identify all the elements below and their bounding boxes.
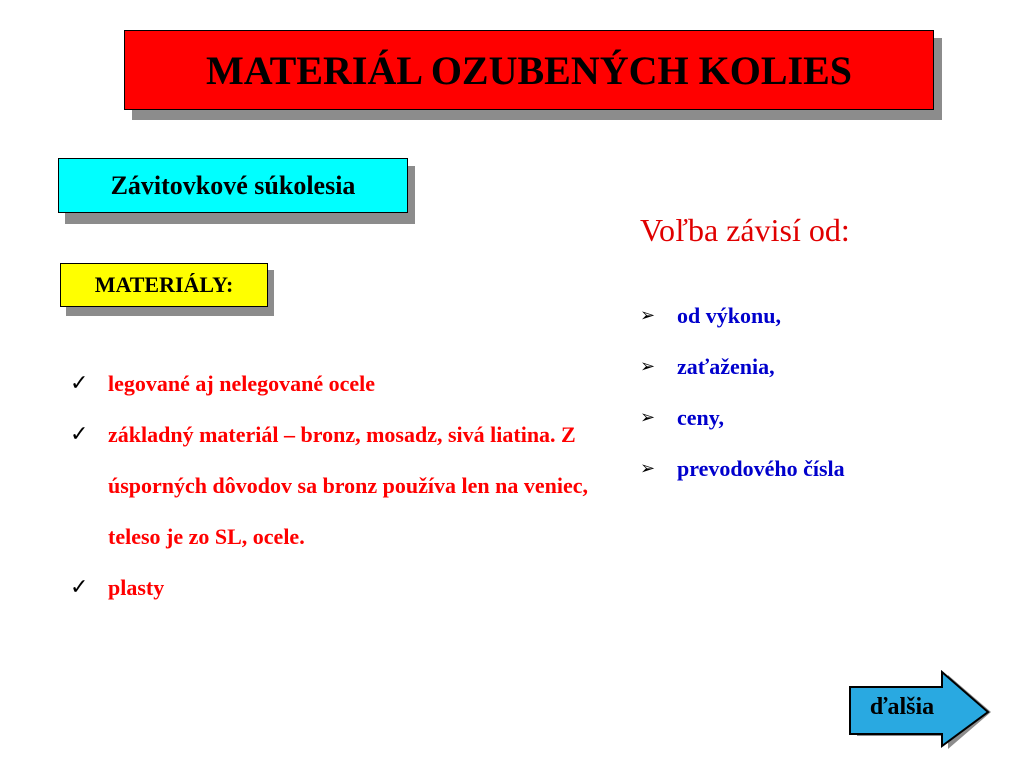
check-icon: ✓ <box>70 371 89 396</box>
arrow-bullet-icon: ➢ <box>640 407 656 428</box>
slide-subtitle: Závitovkové súkolesia <box>58 158 408 213</box>
slide-title: MATERIÁL OZUBENÝCH KOLIES <box>124 30 934 110</box>
arrow-bullet-icon: ➢ <box>640 305 656 326</box>
list-item <box>640 290 845 341</box>
next-button[interactable] <box>848 670 994 750</box>
material-item-text: plasty <box>108 575 165 600</box>
material-item-text: základný materiál – bronz, mosadz, sivá liatina. Z úsporných dôvodov sa bronz používa len na veniec, teleso je zo SL, ocele. <box>108 422 589 549</box>
factor-item-text: ceny, <box>677 405 725 430</box>
list-item <box>640 341 845 392</box>
arrow-bullet-icon: ➢ <box>640 356 656 377</box>
list-item <box>70 358 610 409</box>
list-item <box>640 392 845 443</box>
factor-item-text: prevodového čísla <box>677 456 845 481</box>
list-item <box>70 409 610 562</box>
list-item <box>70 562 610 613</box>
factors-list <box>640 290 845 494</box>
material-item-text: legované aj nelegované ocele <box>108 371 375 396</box>
check-icon: ✓ <box>70 575 89 600</box>
arrow-bullet-icon: ➢ <box>640 458 656 479</box>
next-button-label: ďalšia <box>869 694 935 720</box>
materials-list <box>70 358 610 613</box>
factor-item-text: od výkonu, <box>677 303 781 328</box>
factor-item-text: zaťaženia, <box>677 354 775 379</box>
check-icon: ✓ <box>70 422 89 447</box>
materials-label: MATERIÁLY: <box>60 263 268 307</box>
choice-heading: Voľba závisí od: <box>640 212 850 248</box>
list-item <box>640 443 845 494</box>
